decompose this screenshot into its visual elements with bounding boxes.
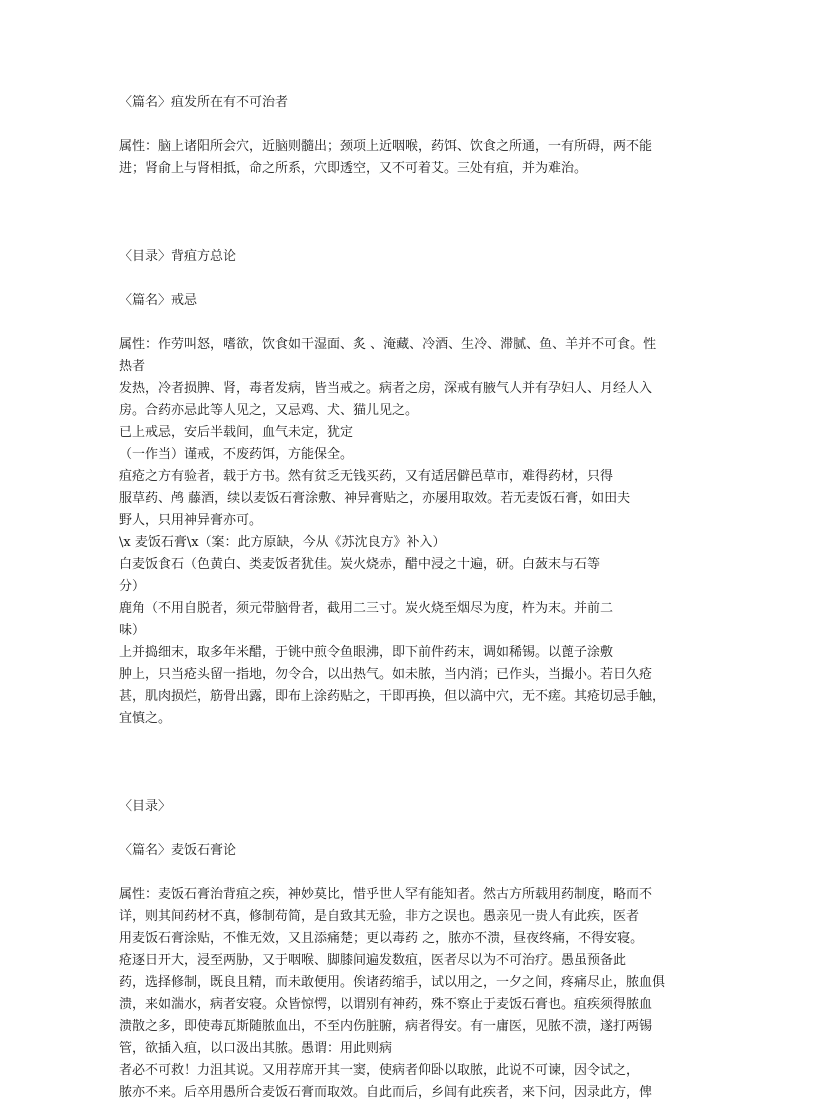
- text-line: 属性：作劳叫怒，嗜欲，饮食如干湿面、炙 、淹藏、冷酒、生冷、滞腻、鱼、羊并不可食。性: [119, 337, 657, 352]
- text-line: 用麦饭石膏涂贴，不惟无效，又且添痛楚；更以毒药 之，脓亦不溃，昼夜终痛，不得安寝。: [119, 931, 644, 946]
- text-line: 白麦饭食石（色黄白、类麦饭者犹佳。炭火烧赤，醋中浸之十遍，研。白蔹末与石等: [119, 557, 601, 572]
- text-line: 疮逐日开大，浸至两胁，又于咽喉、脚膝间遍发数疽，医者尽以为不可治疗。愚虽预备此: [119, 953, 627, 968]
- text-line: （一作当）谨戒，不废药饵，方能保全。: [119, 447, 354, 462]
- section-body: [119, 884, 699, 1104]
- text-line: 甚，肌肉损烂，筋骨出露，即布上涂药贴之，干即再换，但以滈中穴，无不瘥。其疮切忌手触，: [119, 689, 666, 704]
- text-line: 者必不可救！力沮其说。又用荐席开其一窦，使病者仰卧以取脓，此说不可谏，因令试之，: [119, 1063, 640, 1078]
- text-line: 溃散之多，即使毒瓦斯随脓血出，不至内伤脏腑，病者得安。有一庸医，见脓不溃，遂打两锡: [119, 1019, 653, 1034]
- catalog-heading: 〈目录〉背疽方总论: [119, 249, 237, 264]
- text-line: 药，选择修制，既良且精，而未敢便用。俟诸药缩手，试以用之，一夕之间，疼痛尽止，脓血俱: [119, 975, 666, 990]
- catalog-heading: 〈目录〉: [119, 799, 172, 814]
- section-title: 〈篇名〉戒忌: [119, 293, 198, 308]
- section-body: [119, 136, 699, 180]
- text-line: 疽疮之方有验者，载于方书。然有贫乏无钱买药，又有适居僻邑草市，难得药材，只得: [119, 469, 614, 484]
- text-line: 服草药、鸬 藤酒，续以麦饭石膏涂敷、神异膏贴之，亦屡用取效。若无麦饭石膏，如田夫: [119, 491, 631, 506]
- text-line: 进；肾俞上与肾相抵，命之所系，穴即透空，又不可着艾。三处有疽，并为难治。: [119, 161, 588, 176]
- section-title: 〈篇名〉疽发所在有不可治者: [119, 95, 289, 110]
- text-line: 属性：脑上诸阳所会穴，近脑则髓出；颈项上近咽喉，药饵、饮食之所通，一有所碍，两不能: [119, 139, 653, 154]
- section-body: [119, 334, 699, 730]
- text-line: 溃，来如湍水，病者安寝。众皆惊愕，以谓别有神药，殊不察止于麦饭石膏也。疽疾须得脓血: [119, 997, 653, 1012]
- document-page: [119, 92, 699, 1104]
- text-line: 野人，只用神异膏亦可。: [119, 513, 263, 528]
- text-line: 分）: [119, 579, 146, 594]
- text-line: 味）: [119, 623, 146, 638]
- text-line: 属性：麦饭石膏治背疽之疾，神妙莫比，惜乎世人罕有能知者。然古方所载用药制度，略而不: [119, 887, 653, 902]
- text-line: 热者: [119, 359, 146, 374]
- text-line: 上并捣细末，取多年米醋，于铫中煎令鱼眼沸，即下前件药末，调如稀锡。以蓖子涂敷: [119, 645, 614, 660]
- text-line: 房。合药亦忌此等人见之，又忌鸡、犬、猫儿见之。: [119, 403, 419, 418]
- text-line: 详，则其间药材不真，修制苟简，是自致其无验，非方之误也。愚亲见一贵人有此疾，医者: [119, 909, 640, 924]
- text-line: 肿上，只当疮头留一指地，勿令合，以出热气。如未脓，当内消；已作头，当撮小。若日久疮: [119, 667, 653, 682]
- text-line: \x 麦饭石膏\x（案：此方原缺，今从《苏沈良方》补入）: [119, 535, 446, 550]
- text-line: 管，欲插入疽，以口汲出其脓。愚谓：用此则病: [119, 1041, 393, 1056]
- text-line: 已上戒忌，安后半载间，血气未定，犹定: [119, 425, 354, 440]
- text-line: 鹿角（不用自脱者，须元带脑骨者，截用二三寸。炭火烧至烟尽为度，杵为末。并前二: [119, 601, 614, 616]
- text-line: 宜慎之。: [119, 711, 172, 726]
- text-line: 发热，冷者损脾、肾，毒者发病，皆当戒之。病者之房，深戒有腋气人并有孕妇人、月经人入: [119, 381, 653, 396]
- section-title: 〈篇名〉麦饭石膏论: [119, 843, 237, 858]
- text-line: 脓亦不来。后卒用愚所合麦饭石膏而取效。自此而后，乡闾有此疾者，来下问，因录此方，俾: [119, 1085, 653, 1100]
